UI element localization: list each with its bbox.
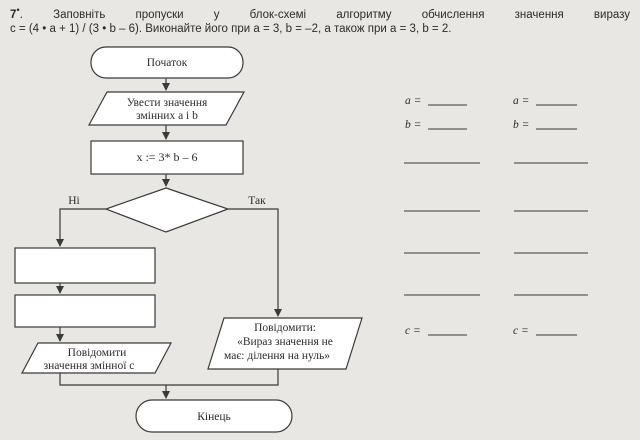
task-marker: • [16,5,20,16]
decision-block [106,188,228,232]
blank-block-1[interactable] [15,248,155,283]
output-right-text-3: має: ділення на нуль» [224,350,330,362]
answer-c-label-2: c = [513,325,529,337]
answer-lines [404,105,588,335]
output-left-text-1: Повідомити [67,347,127,359]
connector-right-merge [166,369,278,385]
arrow-decision-no [60,209,106,246]
answer-a-label-2: a = [513,95,530,107]
answer-labels [405,95,529,337]
assign-text: x := 3* b – 6 [136,150,198,164]
input-text-1: Увести значення [126,97,208,109]
input-text-2: змінних a і b [136,110,198,122]
task-number: 7 [10,8,17,21]
no-label: Ні [68,195,80,207]
answer-c-label-1: c = [405,325,421,337]
start-text: Початок [146,57,188,69]
task-line-2: c = (4 • a + 1) / (3 • b – 6). Виконайте його при a = 3, b = –2, а також при a = 3, b = 2. [10,22,452,35]
output-left-text-2: значення змінної c [43,360,135,372]
answer-a-label-1: a = [405,95,422,107]
output-right-text-2: «Вираз значення не [237,336,333,348]
blank-block-2[interactable] [15,295,155,327]
answer-b-label-2: b = [513,119,530,131]
connector-left-merge [60,373,166,385]
yes-label: Так [248,195,266,207]
end-text: Кінець [197,411,231,423]
answer-b-label-1: b = [405,119,422,131]
task-text-1: . Заповніть пропуски у блок-схемі алгоритму обчислення значення виразу [19,8,630,21]
output-right-text-1: Повідомити: [254,322,316,334]
arrow-decision-yes [228,209,278,316]
